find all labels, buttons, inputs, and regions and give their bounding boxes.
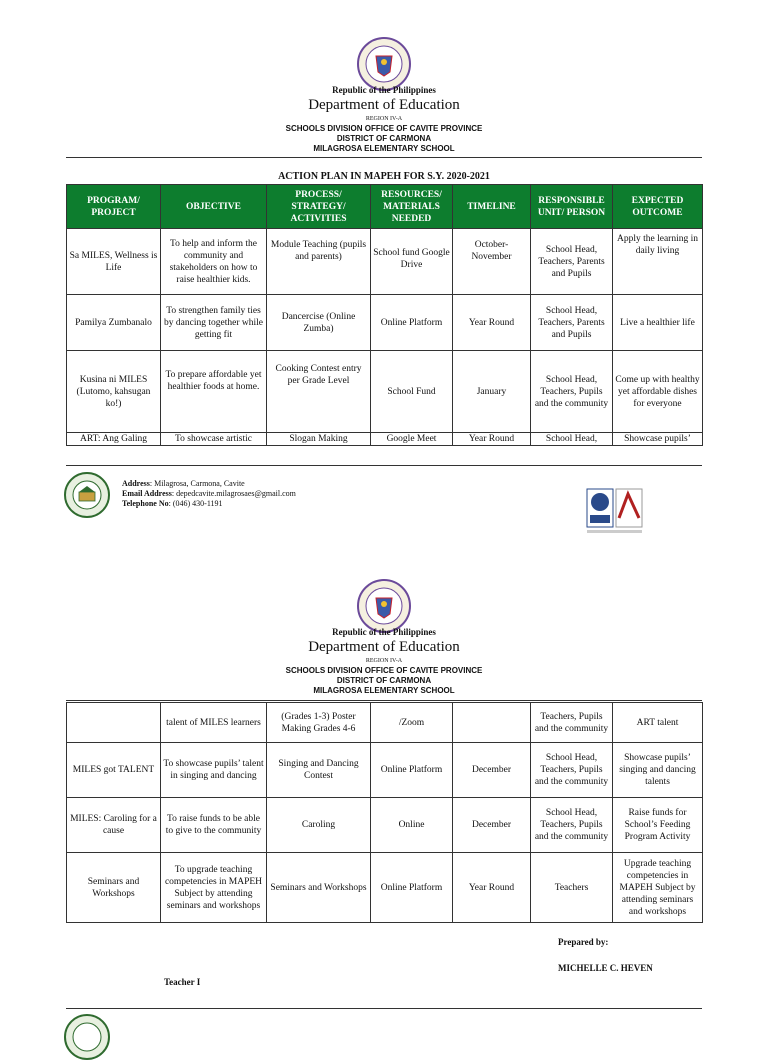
republic-label: Republic of the Philippines <box>332 627 436 637</box>
table-row <box>67 703 703 743</box>
objective-cell: To raise funds to be able to give to the community <box>161 798 267 853</box>
process-cell: Singing and Dancing Contest <box>267 743 371 798</box>
outcome-cell: Raise funds for School’s Feeding Program Activity <box>613 798 703 853</box>
responsible-cell: Teachers <box>531 853 613 923</box>
program-cell: Kusina ni MILES (Lutomo, kahsugan ko!) <box>67 351 161 433</box>
outcome-cell: Live a healthier life <box>613 295 703 351</box>
column-header: PROCESS/ STRATEGY/ ACTIVITIES <box>267 185 371 229</box>
certification-badge-icon <box>586 488 644 536</box>
district-label: DISTRICT OF CARMONA <box>336 134 432 143</box>
table-row <box>67 433 703 446</box>
column-header: RESOURCES/ MATERIALS NEEDED <box>371 185 453 229</box>
region-label: REGION IV-A <box>365 658 403 664</box>
region-label: REGION IV-A <box>365 116 403 122</box>
process-cell: Slogan Making <box>267 433 371 446</box>
action-plan-table-continued <box>66 702 703 923</box>
department-title: Department of Education <box>308 639 460 655</box>
program-cell: Seminars and Workshops <box>67 853 161 923</box>
program-cell <box>67 703 161 743</box>
division-label: SCHOOLS DIVISION OFFICE OF CAVITE PROVINCE <box>285 666 483 675</box>
responsible-cell: School Head, Teachers, Parents and Pupils <box>531 229 613 295</box>
column-header: EXPECTED OUTCOME <box>613 185 703 229</box>
timeline-cell: December <box>453 798 531 853</box>
resources-cell: Online <box>371 798 453 853</box>
column-header: OBJECTIVE <box>161 185 267 229</box>
column-header: TIMELINE <box>453 185 531 229</box>
outcome-cell: Come up with healthy yet affordable dishes for everyone <box>613 351 703 433</box>
address-label: Address <box>122 479 150 488</box>
school-logo-icon <box>64 472 110 518</box>
timeline-cell: December <box>453 743 531 798</box>
resources-cell: Online Platform <box>371 743 453 798</box>
resources-cell: Online Platform <box>371 295 453 351</box>
program-cell: MILES got TALENT <box>67 743 161 798</box>
objective-cell: To showcase pupils’ talent in singing and dancing <box>161 743 267 798</box>
resources-cell: School fund Google Drive <box>371 229 453 295</box>
responsible-cell: School Head, <box>531 433 613 446</box>
program-cell: ART: Ang Galing <box>67 433 161 446</box>
email-line <box>122 489 296 499</box>
process-cell: (Grades 1-3) Poster Making Grades 4-6 <box>267 703 371 743</box>
preparer-name: MICHELLE C. HEVEN <box>558 963 653 973</box>
plan-title: ACTION PLAN IN MAPEH FOR S.Y. 2020-2021 <box>278 171 490 182</box>
column-header: RESPONSIBLE UNIT/ PERSON <box>531 185 613 229</box>
action-plan-table <box>66 184 703 446</box>
school-label: MILAGROSA ELEMENTARY SCHOOL <box>313 686 455 695</box>
resources-cell: School Fund <box>371 351 453 433</box>
table-row <box>67 351 703 433</box>
process-cell: Cooking Contest entry per Grade Level <box>267 351 371 433</box>
outcome-cell: Showcase pupils’ <box>613 433 703 446</box>
resources-cell: Online Platform <box>371 853 453 923</box>
header-divider <box>66 700 702 701</box>
prepared-by-label: Prepared by: <box>558 937 609 947</box>
email-value: : depedcavite.milagrosaes@gmail.com <box>171 489 296 498</box>
address-line <box>122 479 245 489</box>
program-cell: MILES: Caroling for a cause <box>67 798 161 853</box>
program-cell: Sa MILES, Wellness is Life <box>67 229 161 295</box>
responsible-cell: School Head, Teachers, Pupils and the community <box>531 351 613 433</box>
department-title: Department of Education <box>308 97 460 113</box>
outcome-cell: Showcase pupils’ singing and dancing talents <box>613 743 703 798</box>
table-row <box>67 229 703 295</box>
objective-cell: To help and inform the community and stakeholders on how to raise healthier kids. <box>161 229 267 295</box>
resources-cell: /Zoom <box>371 703 453 743</box>
division-label: SCHOOLS DIVISION OFFICE OF CAVITE PROVINCE <box>285 124 483 133</box>
process-cell: Dancercise (Online Zumba) <box>267 295 371 351</box>
table-header-row <box>67 185 703 229</box>
outcome-cell: Upgrade teaching competencies in MAPEH Subject by attending seminars and workshops <box>613 853 703 923</box>
deped-seal-icon <box>356 36 412 92</box>
preparer-position: Teacher I <box>164 977 201 987</box>
objective-cell: talent of MILES learners <box>161 703 267 743</box>
responsible-cell: School Head, Teachers, Pupils and the community <box>531 743 613 798</box>
address-value: : Milagrosa, Carmona, Cavite <box>149 479 245 488</box>
table-row <box>67 295 703 351</box>
table-row <box>67 743 703 798</box>
footer-divider <box>66 1008 702 1009</box>
responsible-cell: School Head, Teachers, Parents and Pupils <box>531 295 613 351</box>
table-row <box>67 798 703 853</box>
timeline-cell: Year Round <box>453 295 531 351</box>
timeline-cell: January <box>453 351 531 433</box>
school-label: MILAGROSA ELEMENTARY SCHOOL <box>313 144 455 153</box>
timeline-cell <box>453 703 531 743</box>
outcome-cell: Apply the learning in daily living <box>613 229 703 295</box>
phone-label: Telephone No <box>122 499 169 508</box>
objective-cell: To strengthen family ties by dancing together while getting fit <box>161 295 267 351</box>
footer-divider <box>66 465 702 466</box>
process-cell: Module Teaching (pupils and parents) <box>267 229 371 295</box>
district-label: DISTRICT OF CARMONA <box>336 676 432 685</box>
program-cell: Pamilya Zumbanalo <box>67 295 161 351</box>
responsible-cell: School Head, Teachers, Pupils and the community <box>531 798 613 853</box>
column-header: PROGRAM/ PROJECT <box>67 185 161 229</box>
timeline-cell: Year Round <box>453 853 531 923</box>
objective-cell: To showcase artistic <box>161 433 267 446</box>
resources-cell: Google Meet <box>371 433 453 446</box>
school-logo-icon <box>64 1014 110 1060</box>
timeline-cell: October-November <box>453 229 531 295</box>
timeline-cell: Year Round <box>453 433 531 446</box>
process-cell: Caroling <box>267 798 371 853</box>
objective-cell: To prepare affordable yet healthier foods at home. <box>161 351 267 433</box>
process-cell: Seminars and Workshops <box>267 853 371 923</box>
table-row <box>67 853 703 923</box>
header-divider <box>66 157 702 158</box>
outcome-cell: ART talent <box>613 703 703 743</box>
objective-cell: To upgrade teaching competencies in MAPEH Subject by attending seminars and workshops <box>161 853 267 923</box>
phone-value: : (046) 430-1191 <box>168 499 223 508</box>
republic-label: Republic of the Philippines <box>332 85 436 95</box>
deped-seal-icon <box>356 578 412 634</box>
phone-line <box>122 499 223 509</box>
email-label: Email Address <box>122 489 172 498</box>
responsible-cell: Teachers, Pupils and the community <box>531 703 613 743</box>
